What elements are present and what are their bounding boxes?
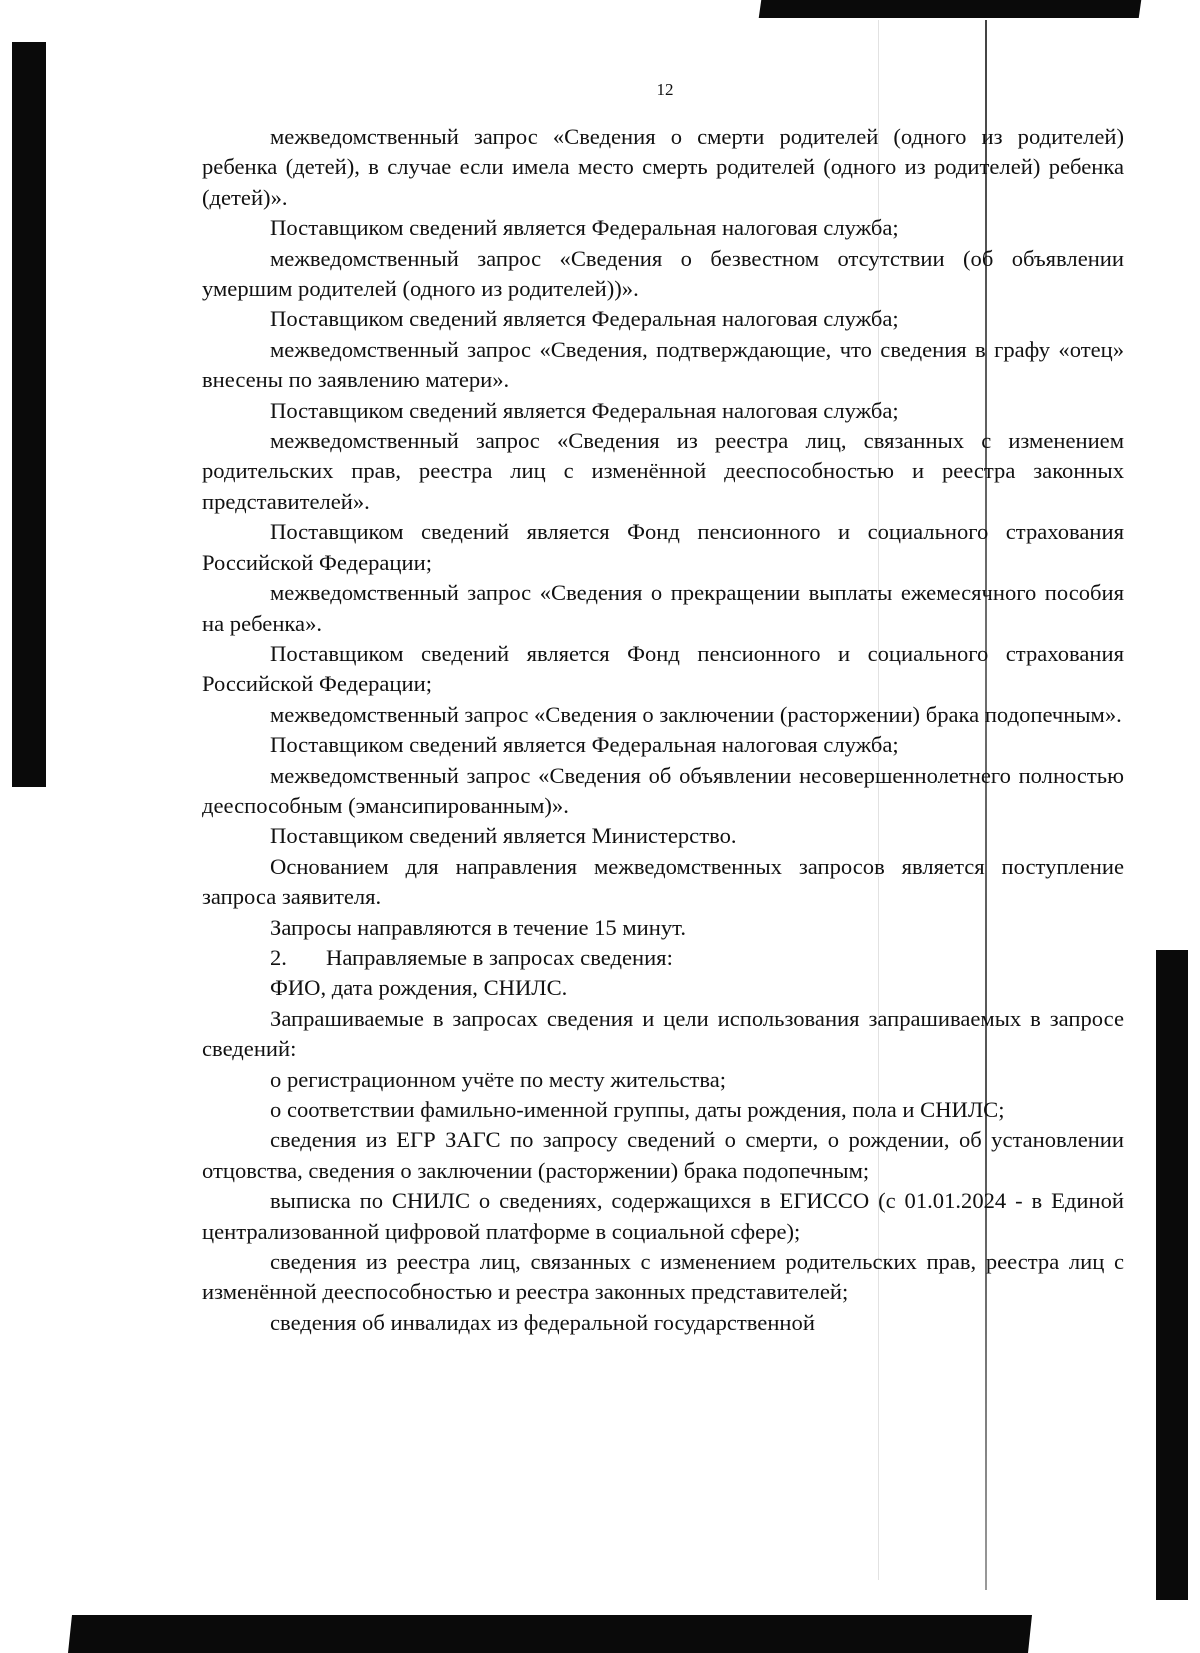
document-body (202, 122, 1124, 1338)
paragraph: межведомственный запрос «Сведения о прекращении выплаты ежемесячного пособия на ребенка». (202, 580, 1124, 636)
paragraph: Поставщиком сведений является Фонд пенсионного и социального страхования Российской Федерации; (202, 519, 1124, 575)
paragraph: межведомственный запрос «Сведения из реестра лиц, связанных с изменением родительских прав, реестра лиц с изменённой дееспособностью и реестра законных представителей». (202, 428, 1124, 514)
paragraph: Поставщиком сведений является Фонд пенсионного и социального страхования Российской Федерации; (202, 640, 1124, 697)
page-number: 12 (656, 80, 674, 99)
list-item-number: 2. (270, 944, 287, 970)
paragraph: Поставщиком сведений является Федеральная налоговая служба; (270, 215, 899, 241)
paragraph: Поставщиком сведений является Федеральная налоговая служба; (270, 306, 899, 332)
paragraph: межведомственный запрос «Сведения об объявлении несовершеннолетнего полностью дееспособным (эмансипированным)». (202, 762, 1124, 818)
list-item-text: Направляемые в запросах сведения: (326, 944, 673, 970)
paragraph: межведомственный запрос «Сведения о заключении (расторжении) брака подопечным». (270, 701, 1122, 727)
paragraph: сведения из ЕГР ЗАГС по запросу сведений о смерти, о рождении, об установлении отцовства, сведения о заключении (расторжении) брака подопечным; (202, 1127, 1124, 1183)
paragraph: межведомственный запрос «Сведения, подтверждающие, что сведения в графу «отец» внесены по заявлению матери». (202, 336, 1124, 393)
paragraph: сведения об инвалидах из федеральной государственной (270, 1309, 815, 1335)
paragraph: о соответствии фамильно-именной группы, даты рождения, пола и СНИЛС; (270, 1097, 1005, 1122)
paragraph: сведения из реестра лиц, связанных с изменением родительских прав, реестра лиц с изменённой дееспособностью и реестра законных представителей; (202, 1249, 1124, 1305)
scan-edge-top (759, 0, 1142, 18)
paragraph: Запрашиваемые в запросах сведения и цели использования запрашиваемых в запросе сведений: (202, 1005, 1124, 1062)
paragraph: выписка по СНИЛС о сведениях, содержащихся в ЕГИССО (с 01.01.2024 - в Единой централизованной цифровой платформе в социальной сфере); (202, 1188, 1124, 1244)
paragraph: Основанием для направления межведомственных запросов является поступление запроса заявителя. (202, 853, 1124, 910)
paragraph: межведомственный запрос «Сведения о смерти родителей (одного из родителей) ребенка (детей), в случае если имела место смерть родителей (одного из родителей) ребенка (детей)». (202, 124, 1124, 210)
numbered-list-item (202, 943, 1124, 973)
scan-edge-bottom (68, 1615, 1032, 1653)
scan-edge-right (1156, 950, 1188, 1600)
paragraph: межведомственный запрос «Сведения о безвестном отсутствии (об объявлении умершим родителей (одного из родителей))». (202, 245, 1124, 302)
paragraph: Поставщиком сведений является Министерство. (270, 823, 737, 849)
paragraph: Поставщиком сведений является Федеральная налоговая служба; (270, 732, 899, 758)
paragraph: ФИО, дата рождения, СНИЛС. (270, 975, 568, 1001)
paragraph: Запросы направляются в течение 15 минут. (270, 914, 686, 940)
paragraph: о регистрационном учёте по месту жительства; (270, 1066, 727, 1092)
scan-edge-left (12, 42, 46, 787)
paragraph: Поставщиком сведений является Федеральная налоговая служба; (270, 397, 899, 423)
